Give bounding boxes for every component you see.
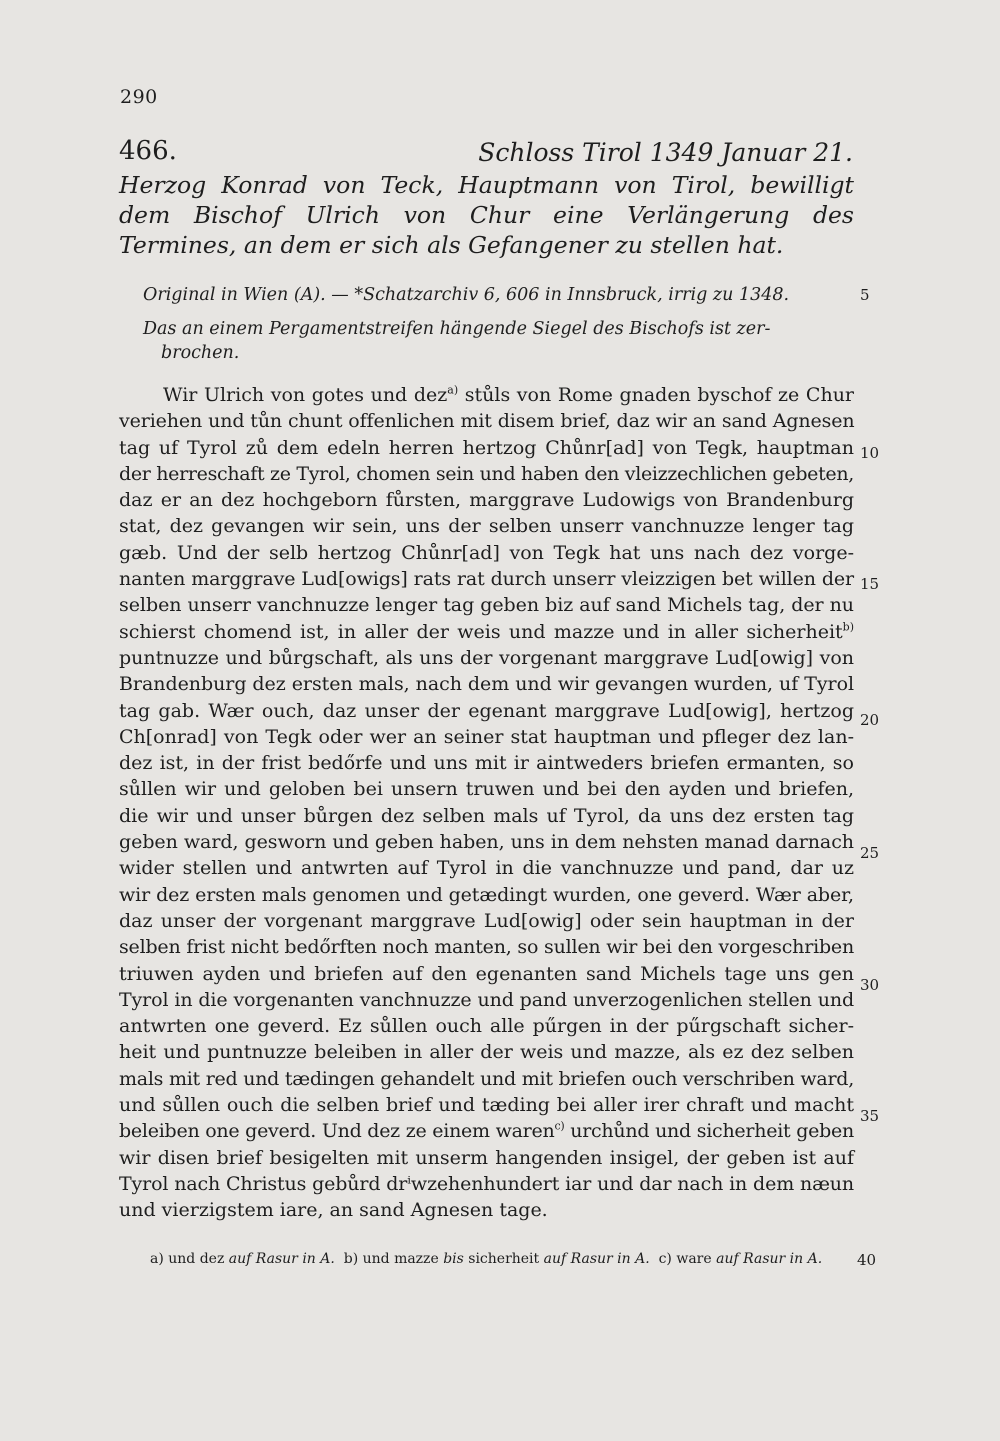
body-line-text: dez ist, in der frist bedőrfe und uns mit ir aintweders briefen ermanten, so <box>119 752 854 775</box>
body-line-text: puntnuzze und bůrgschaft, als uns der vorgenant marggrave Lud[owig] von <box>119 646 854 669</box>
body-line-text: tag gab. Wær ouch, daz unser der egenant marggrave Lud[owig], hertzog <box>119 699 854 722</box>
body-line <box>119 803 854 829</box>
footnote-c-italic: auf Rasur in A. <box>716 1251 823 1267</box>
body-line-text: Brandenburg dez ersten mals, nach dem und wir gevangen wurden, uf Tyrol <box>119 673 854 696</box>
body-line <box>119 698 854 724</box>
body-line-text: veriehen und tůn chunt offenlichen mit disem brief, daz wir an sand Agnesen <box>119 410 855 433</box>
margin-line-number: 25 <box>860 844 880 862</box>
page-number: 290 <box>120 86 158 108</box>
body-line-text: triuwen ayden und briefen auf den egenanten sand Michels tage uns gen <box>119 962 854 985</box>
body-line <box>119 908 854 934</box>
body-line-text: Ch[onrad] von Tegk oder wer an seiner stat hauptman und pfleger dez lan- <box>119 725 854 748</box>
body-line <box>119 829 854 855</box>
body-line <box>119 987 854 1013</box>
footnote-a-italic: auf Rasur in A. <box>228 1251 335 1267</box>
body-line <box>119 435 854 461</box>
body-line-text: geben ward, gesworn und geben haben, uns in dem nehsten manad darnach <box>119 831 854 854</box>
body-line <box>119 855 854 881</box>
place-date: Schloss Tirol 1349 Januar 21. <box>478 138 853 167</box>
body-line-text: tag uf Tyrol zů dem edeln herren hertzog Chůnr[ad] von Tegk, hauptman <box>119 436 854 459</box>
seal-note-line-1: Das an einem Pergamentstreifen hängende Siegel des Bischofs ist zer- <box>143 319 771 339</box>
footnotes <box>150 1251 852 1267</box>
margin-line-number: 15 <box>860 575 880 593</box>
body-line <box>119 1066 854 1092</box>
body-line <box>119 1039 854 1065</box>
body-line-text: nanten marggrave Lud[owigs] rats rat durch unserr vleizzigen bet willen der <box>119 568 854 591</box>
seal-note <box>143 317 851 365</box>
body-line <box>119 750 854 776</box>
body-line-text: Tyrol in die vorgenanten vanchnuzze und pand unverzogenlichen stellen und <box>119 988 854 1011</box>
body-line <box>119 1092 854 1118</box>
footnote-b-italic: auf Rasur in A. <box>543 1251 650 1267</box>
body-line <box>119 382 854 408</box>
body-line-text: sůllen wir und geloben bei unsern truwen und bei den ayden und briefen, <box>119 778 854 801</box>
body-line-text: wir dez ersten mals genomen und getædingt wurden, one geverd. Wær aber, <box>119 883 854 906</box>
body-line <box>119 408 854 434</box>
body-line <box>119 487 854 513</box>
margin-line-number: 30 <box>860 976 880 994</box>
footnote-b-text: sicherheit <box>463 1251 544 1267</box>
body-line-text: schierst chomend ist, in aller der weis und mazze und in aller sicherheit <box>119 620 843 643</box>
source-note: Original in Wien (A). — *Schatzarchiv 6, 606 in Innsbruck, irrig zu 1348. <box>143 285 790 305</box>
body-line-text-cont: stůls von Rome gnaden byschof ze Chur <box>458 384 855 406</box>
body-line <box>119 934 854 960</box>
body-line <box>119 961 854 987</box>
body-line <box>119 540 854 566</box>
charter-text <box>119 382 854 1224</box>
body-line <box>119 1118 854 1144</box>
body-line-text: daz unser der vorgenant marggrave Lud[owig] oder sein hauptman in der <box>119 909 854 932</box>
body-line <box>119 619 854 645</box>
body-line-text: selben unserr vanchnuzze lenger tag geben biz auf sand Michels tag, der nu <box>119 594 854 617</box>
footnote-a: a) und dez <box>150 1251 229 1267</box>
seal-note-line-2: brochen. <box>161 343 240 363</box>
margin-line-number: 10 <box>860 444 880 462</box>
body-line-text: selben frist nicht bedőrften noch manten, so sullen wir bei den vorgeschriben <box>119 936 854 959</box>
body-line-text: der herreschaft ze Tyrol, chomen sein und haben den vleizzechlichen gebeten, <box>119 462 854 485</box>
margin-line-number: 20 <box>860 711 880 729</box>
body-line-text: antwrten one geverd. Ez sůllen ouch alle pűrgen in der pűrgschaft sicher- <box>119 1015 854 1038</box>
body-line-text: und sůllen ouch die selben brief und tæding bei aller irer chraft und macht <box>119 1094 854 1117</box>
body-line <box>119 461 854 487</box>
footnote-marker: b) <box>842 620 854 634</box>
body-line <box>119 513 854 539</box>
body-line-text: stat, dez gevangen wir sein, uns der selben unserr vanchnuzze lenger tag <box>119 515 854 538</box>
body-line <box>119 1171 854 1197</box>
body-line-text: Tyrol nach Christus gebůrd drⁱwzehenhundert iar und dar nach in dem næun <box>119 1172 854 1195</box>
footnote-b-bis: bis <box>443 1251 464 1267</box>
body-line <box>119 882 854 908</box>
body-line-text: daz er an dez hochgeborn fůrsten, marggrave Ludowigs von Brandenburg <box>119 489 854 512</box>
margin-line-number: 5 <box>860 286 870 304</box>
footnote-c: c) ware <box>649 1251 717 1267</box>
body-line <box>119 724 854 750</box>
margin-line-number: 35 <box>860 1107 880 1125</box>
regest-summary: Herzog Konrad von Teck, Hauptmann von Tirol, bewilligt dem Bischof Ulrich von Chur eine Verlängerung des Termines, an dem er sich als Gefangener zu stellen hat. <box>119 171 854 259</box>
body-line-text: und vierzigstem iare, an sand Agnesen tage. <box>119 1199 548 1222</box>
body-line-text: wir disen brief besigelten mit unserm hangenden insigel, der geben ist auf <box>119 1146 854 1169</box>
body-line-text-cont: urchůnd und sicherheit geben <box>564 1120 854 1143</box>
body-line <box>119 645 854 671</box>
body-line-text: mals mit red und tædingen gehandelt und mit briefen ouch verschriben ward, <box>119 1067 855 1090</box>
body-line <box>119 1197 854 1223</box>
body-line-text: beleiben one geverd. Und dez ze einem waren <box>119 1120 555 1143</box>
footnote-b: b) und mazze <box>334 1251 444 1267</box>
document-number: 466. <box>119 136 177 166</box>
body-line-text: Wir Ulrich von gotes und dez <box>163 384 448 406</box>
body-line-text: heit und puntnuzze beleiben in aller der weis und mazze, als ez dez selben <box>119 1041 854 1064</box>
body-line-text: gæb. Und der selb hertzog Chůnr[ad] von Tegk hat uns nach dez vorge- <box>119 541 854 564</box>
footnote-marker: a) <box>447 383 459 397</box>
body-line <box>119 1013 854 1039</box>
body-line <box>119 671 854 697</box>
body-line <box>119 592 854 618</box>
body-line <box>119 566 854 592</box>
margin-line-number: 40 <box>857 1251 877 1269</box>
body-line-text: die wir und unser bůrgen dez selben mals uf Tyrol, da uns dez ersten tag <box>119 804 854 827</box>
body-line <box>119 776 854 802</box>
footnote-marker: c) <box>554 1119 565 1133</box>
body-line-text: wider stellen und antwrten auf Tyrol in die vanchnuzze und pand, dar uz <box>119 857 854 880</box>
body-line <box>119 1145 854 1171</box>
